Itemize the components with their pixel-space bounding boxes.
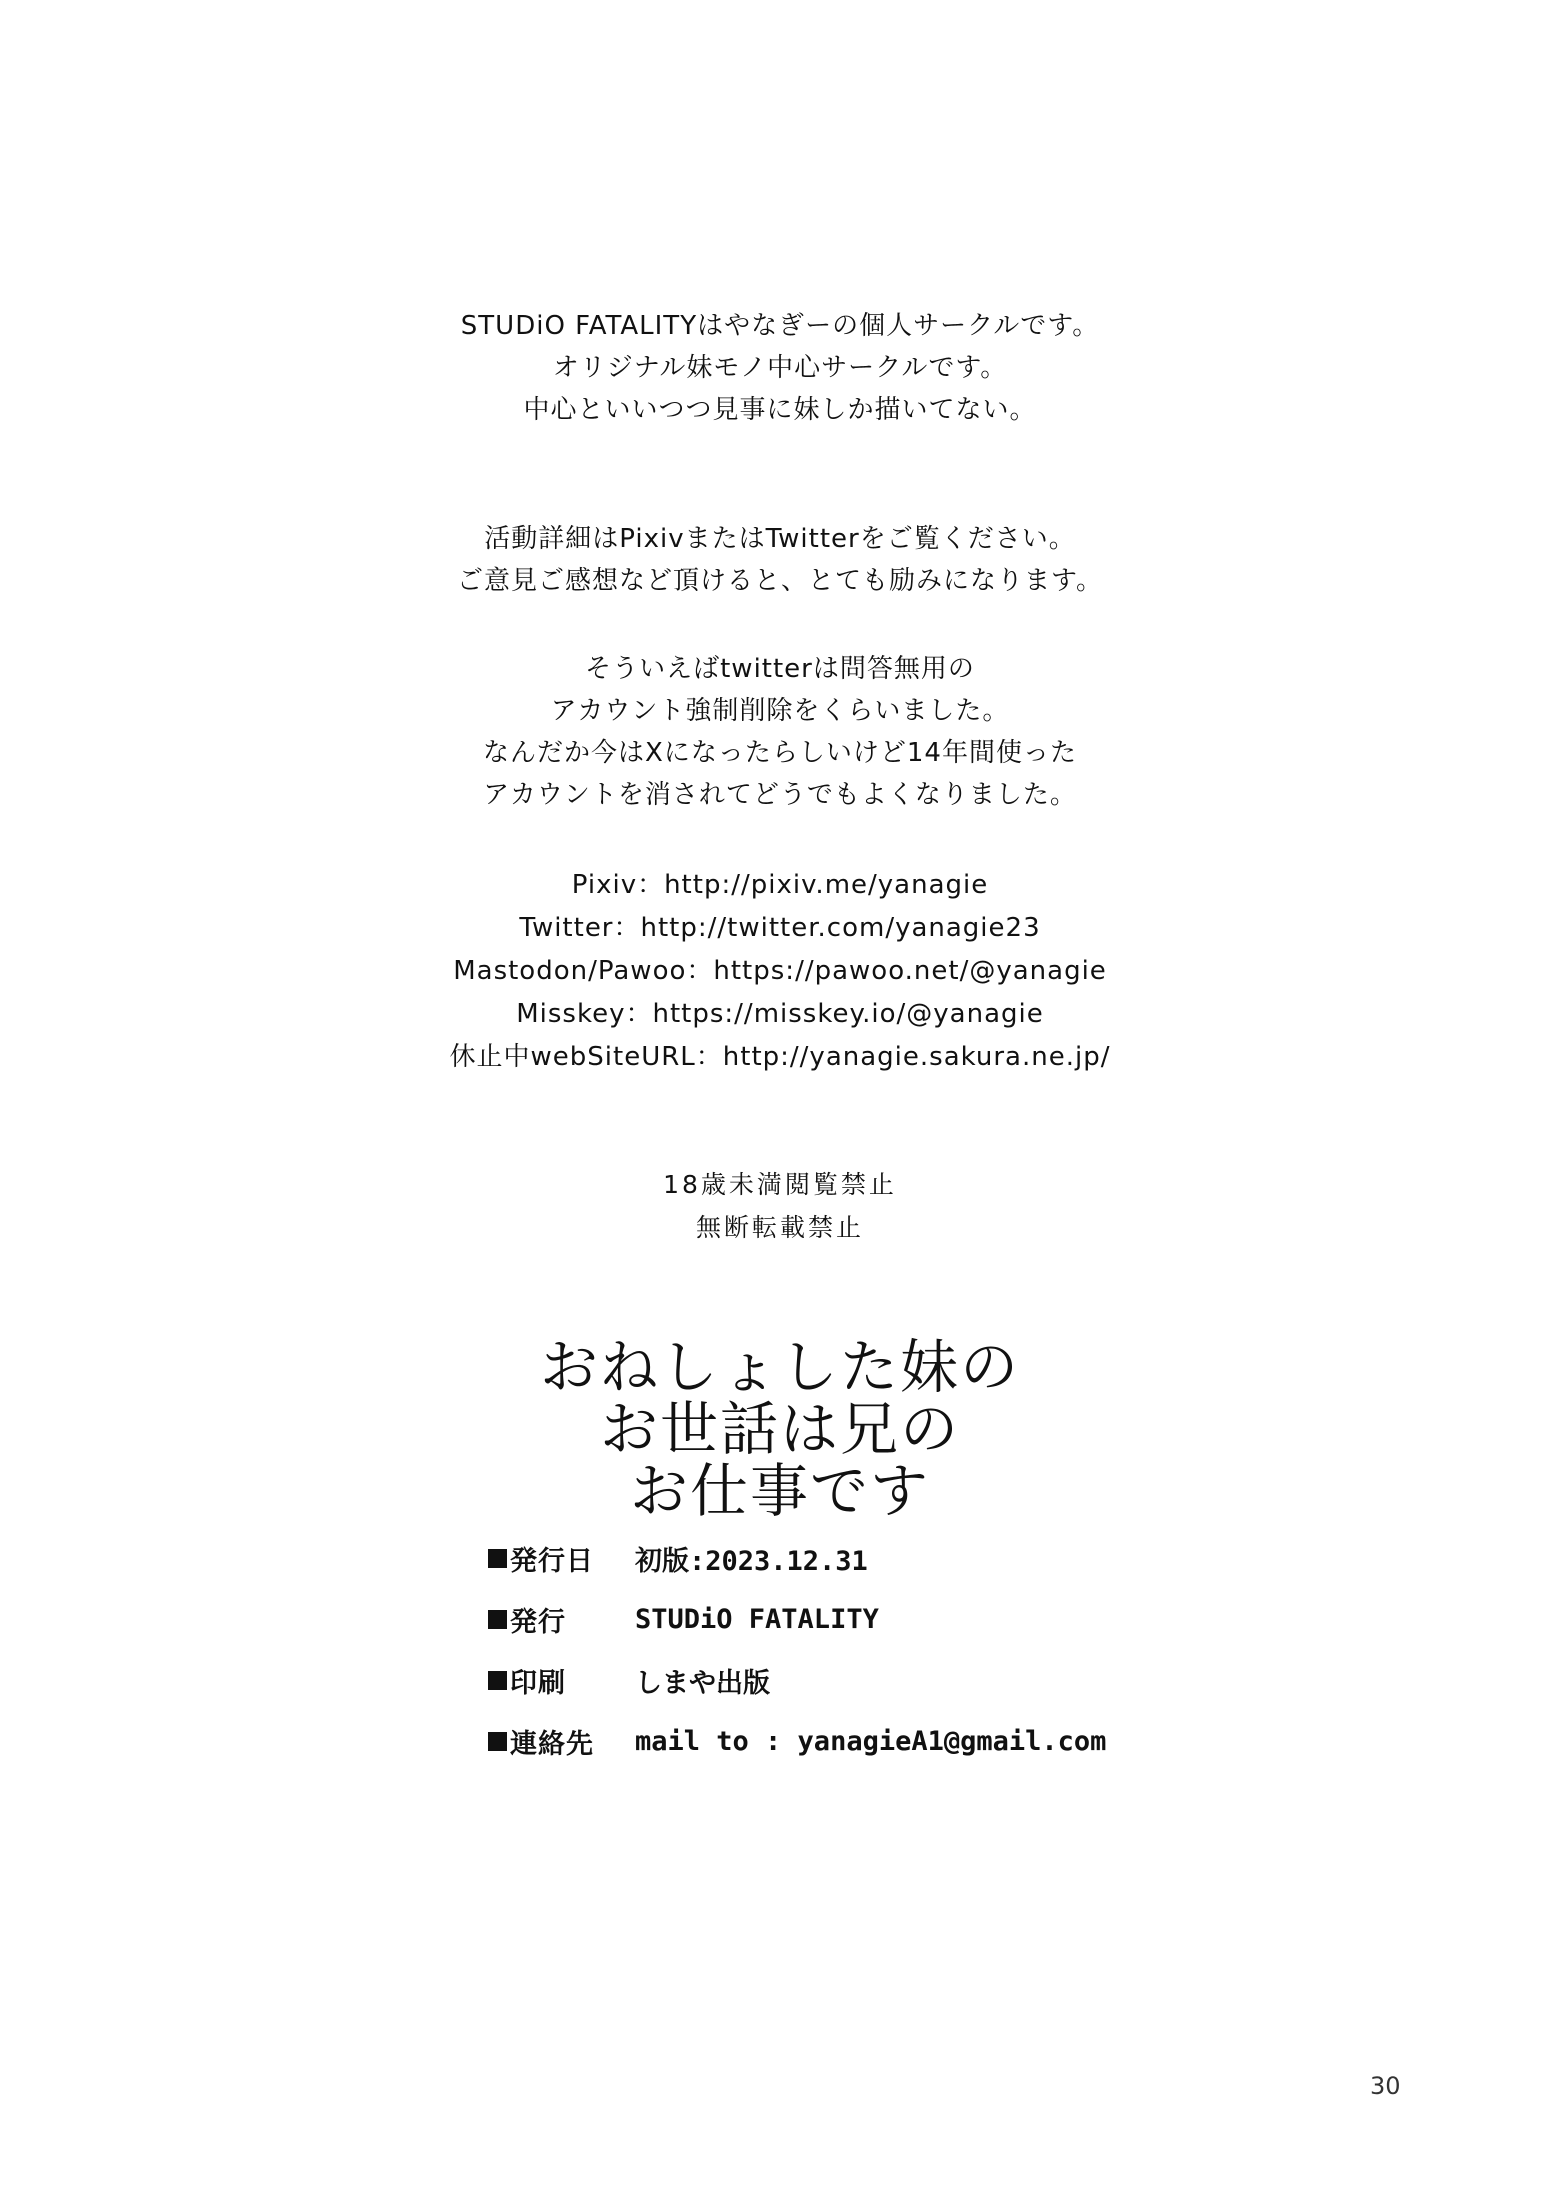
twitter-note-line: アカウント強制削除をくらいました。 <box>550 696 1010 726</box>
page-number: 30 <box>1370 2072 1401 2100</box>
colophon-row-publisher <box>488 1589 1188 1650</box>
colophon-label <box>488 1661 635 1700</box>
reprint-warning: 無断転載禁止 <box>695 1213 864 1242</box>
twitter-note-line: そういえばtwitterは問答無用の <box>585 654 975 684</box>
colophon-label <box>488 1600 635 1639</box>
colophon-label-text: 発行 <box>510 1607 566 1638</box>
colophon-label <box>488 1539 635 1578</box>
activity-info <box>0 518 1560 602</box>
colophon <box>488 1528 1188 1772</box>
colophon-label-text: 連絡先 <box>510 1729 594 1760</box>
square-bullet-icon <box>488 1671 507 1690</box>
colophon-value: mail to : yanagieA1@gmail.com <box>635 1726 1107 1757</box>
colophon-label <box>488 1722 635 1761</box>
square-bullet-icon <box>488 1610 507 1629</box>
twitter-note-line: なんだか今はXになったらしいけど14年間使った <box>483 738 1077 768</box>
activity-line: 活動詳細はPixivまたはTwitterをご覧ください。 <box>484 524 1076 554</box>
colophon-label-text: 発行日 <box>510 1546 594 1577</box>
activity-line: ご意見ご感想など頂けると、とても励みになります。 <box>457 566 1103 596</box>
book-title-line: おねしょした妹の <box>539 1333 1020 1401</box>
colophon-value: しまや出版 <box>635 1668 770 1699</box>
link-mastodon: Mastodon/Pawoo：https://pawoo.net/@yanagie <box>453 956 1107 986</box>
colophon-row-printer <box>488 1650 1188 1711</box>
circle-intro <box>0 305 1560 431</box>
colophon-value: STUDiO FATALITY <box>635 1604 879 1635</box>
book-title-line: お世話は兄の <box>599 1395 960 1463</box>
link-pixiv: Pixiv：http://pixiv.me/yanagie <box>571 870 989 900</box>
intro-line: オリジナル妹モノ中心サークルです。 <box>552 353 1008 383</box>
colophon-row-contact <box>488 1711 1188 1772</box>
link-list <box>0 864 1560 1079</box>
book-title-line: お仕事です <box>629 1457 930 1525</box>
intro-line: 中心といいつつ見事に妹しか描いてない。 <box>523 395 1037 425</box>
colophon-row-date <box>488 1528 1188 1589</box>
book-title <box>0 1333 1560 1525</box>
square-bullet-icon <box>488 1549 507 1568</box>
intro-line: STUDiO FATALITYはやなぎーの個人サークルです。 <box>460 311 1100 341</box>
square-bullet-icon <box>488 1732 507 1751</box>
age-warning: 18歳未満閲覧禁止 <box>663 1170 897 1199</box>
warnings <box>0 1163 1560 1249</box>
link-website: 休止中webSiteURL：http://yanagie.sakura.ne.jp/ <box>449 1042 1111 1072</box>
colophon-label-text: 印刷 <box>510 1668 566 1699</box>
twitter-note-line: アカウントを消されてどうでもよくなりました。 <box>483 780 1077 810</box>
link-misskey: Misskey：https://misskey.io/@yanagie <box>516 999 1044 1029</box>
link-twitter: Twitter：http://twitter.com/yanagie23 <box>519 913 1041 943</box>
twitter-note <box>0 648 1560 816</box>
colophon-value: 初版:2023.12.31 <box>635 1546 868 1577</box>
